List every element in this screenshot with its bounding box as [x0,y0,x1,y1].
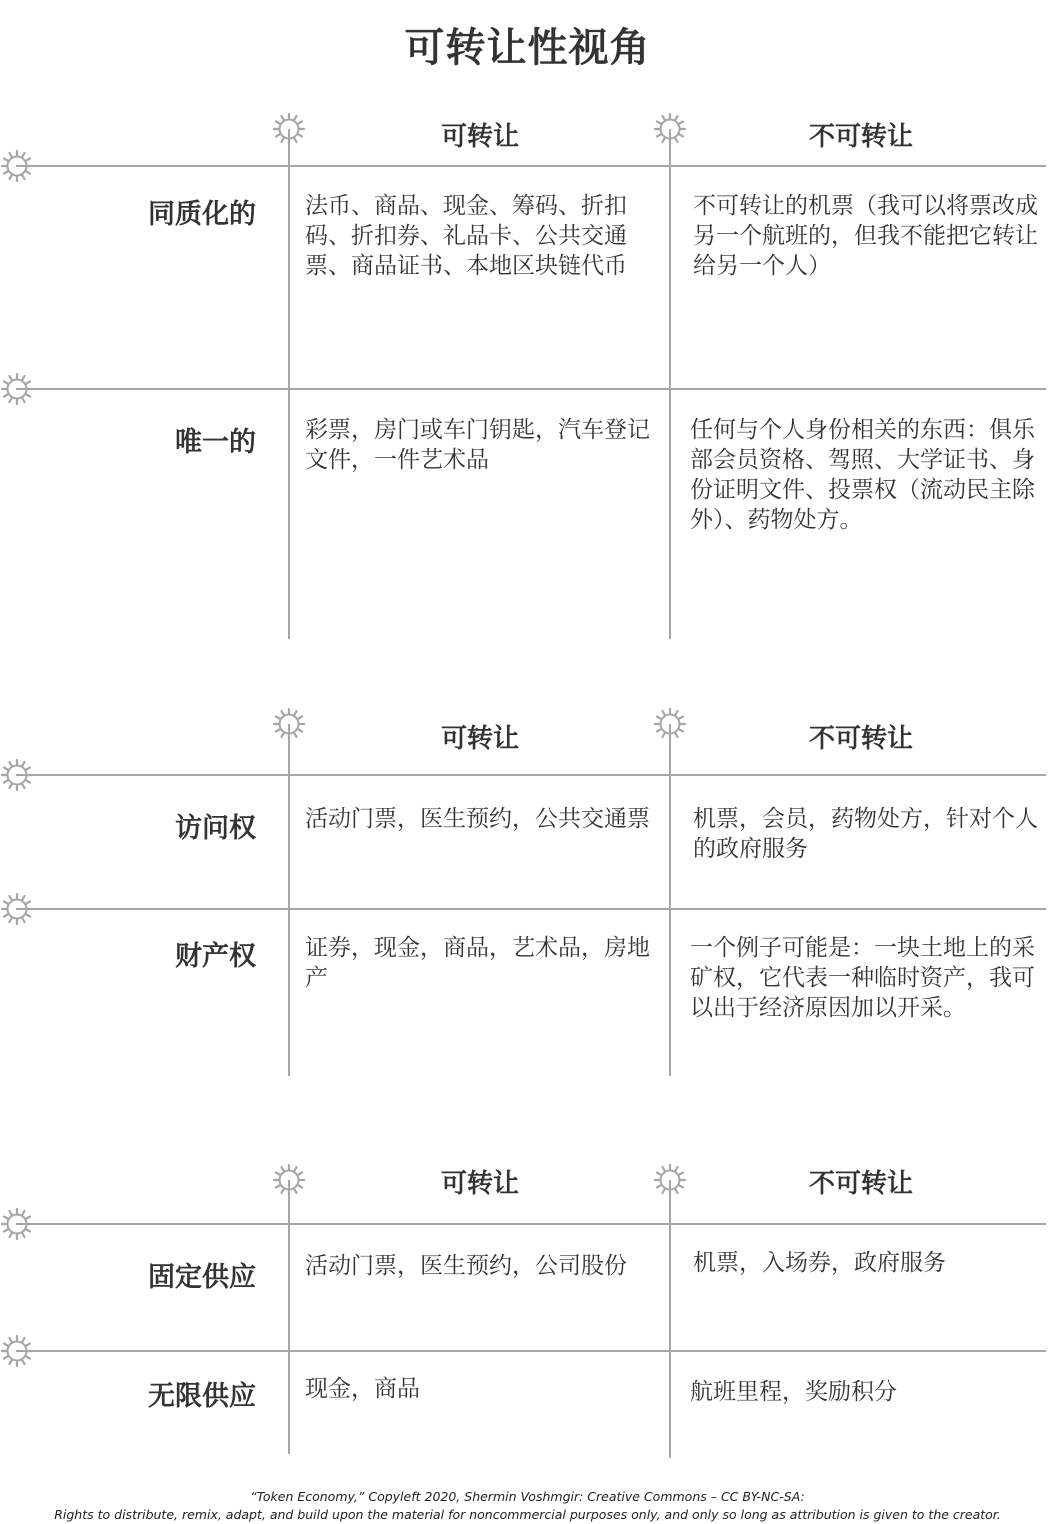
row-divider [16,1350,1046,1352]
footer-line-1: “Token Economy,” Copyleft 2020, Shermin Voshmgir: Creative Commons – CC BY-NC-SA: [250,1489,805,1504]
cell-unique-non-transferable: 任何与个人身份相关的东西：俱乐部会员资格、驾照、大学证书、身份证明文件、投票权（流动民主除外）、药物处方。 [690,417,1035,533]
column-header-non-transferable: 不可转让 [808,122,913,152]
row-label-unlimited-supply: 无限供应 [148,1381,256,1412]
column-header-transferable: 可转让 [440,122,519,152]
row-divider [16,908,1046,910]
cell-fungible-non-transferable: 不可转让的机票（我可以将票改成另一个航班的，但我不能把它转让给另一个人） [693,193,1038,279]
row-divider [16,774,1046,776]
row-label-fixed-supply: 固定供应 [148,1262,256,1293]
cell-access-transferable: 活动门票，医生预约，公共交通票 [305,806,650,832]
footer-credit [0,1488,1055,1524]
cell-fungible-transferable: 法币、商品、现金、筹码、折扣码、折扣券、礼品卡、公共交通票、商品证书、本地区块链代币 [305,193,627,279]
cell-access-non-transferable: 机票，会员，药物处方，针对个人的政府服务 [693,806,1038,862]
cell-unique-transferable: 彩票，房门或车门钥匙，汽车登记文件，一件艺术品 [305,417,650,473]
column-header-transferable: 可转让 [440,724,519,754]
column-divider [669,1180,671,1458]
column-divider [288,724,290,1076]
page-title: 可转让性视角 [404,25,651,71]
column-divider [288,1180,290,1454]
column-header-non-transferable: 不可转让 [808,724,913,754]
cell-fixed-transferable: 活动门票，医生预约，公司股份 [305,1253,627,1279]
footer-line-2: Rights to distribute, remix, adapt, and build upon the material for noncommercial purposes only, and only so long as attribution is given to the creator. [54,1507,1001,1522]
row-label-fungible: 同质化的 [148,199,256,230]
row-label-access-rights: 访问权 [175,813,256,844]
row-label-property-rights: 财产权 [175,941,256,972]
cell-unlimited-non-transferable: 航班里程，奖励积分 [690,1379,897,1405]
row-divider [16,388,1046,390]
column-divider [669,129,671,639]
row-label-unique: 唯一的 [175,427,256,458]
column-header-non-transferable: 不可转让 [808,1169,913,1199]
column-divider [669,724,671,1076]
column-header-transferable: 可转让 [440,1169,519,1199]
cell-property-non-transferable: 一个例子可能是：一块土地上的采矿权，它代表一种临时资产，我可以出于经济原因加以开采。 [690,935,1035,1021]
cell-unlimited-transferable: 现金，商品 [305,1376,420,1402]
column-divider [288,129,290,639]
row-divider [16,1223,1046,1225]
cell-property-transferable: 证券，现金，商品，艺术品，房地产 [305,935,650,991]
cell-fixed-non-transferable: 机票，入场券，政府服务 [693,1250,946,1276]
row-divider [16,165,1046,167]
